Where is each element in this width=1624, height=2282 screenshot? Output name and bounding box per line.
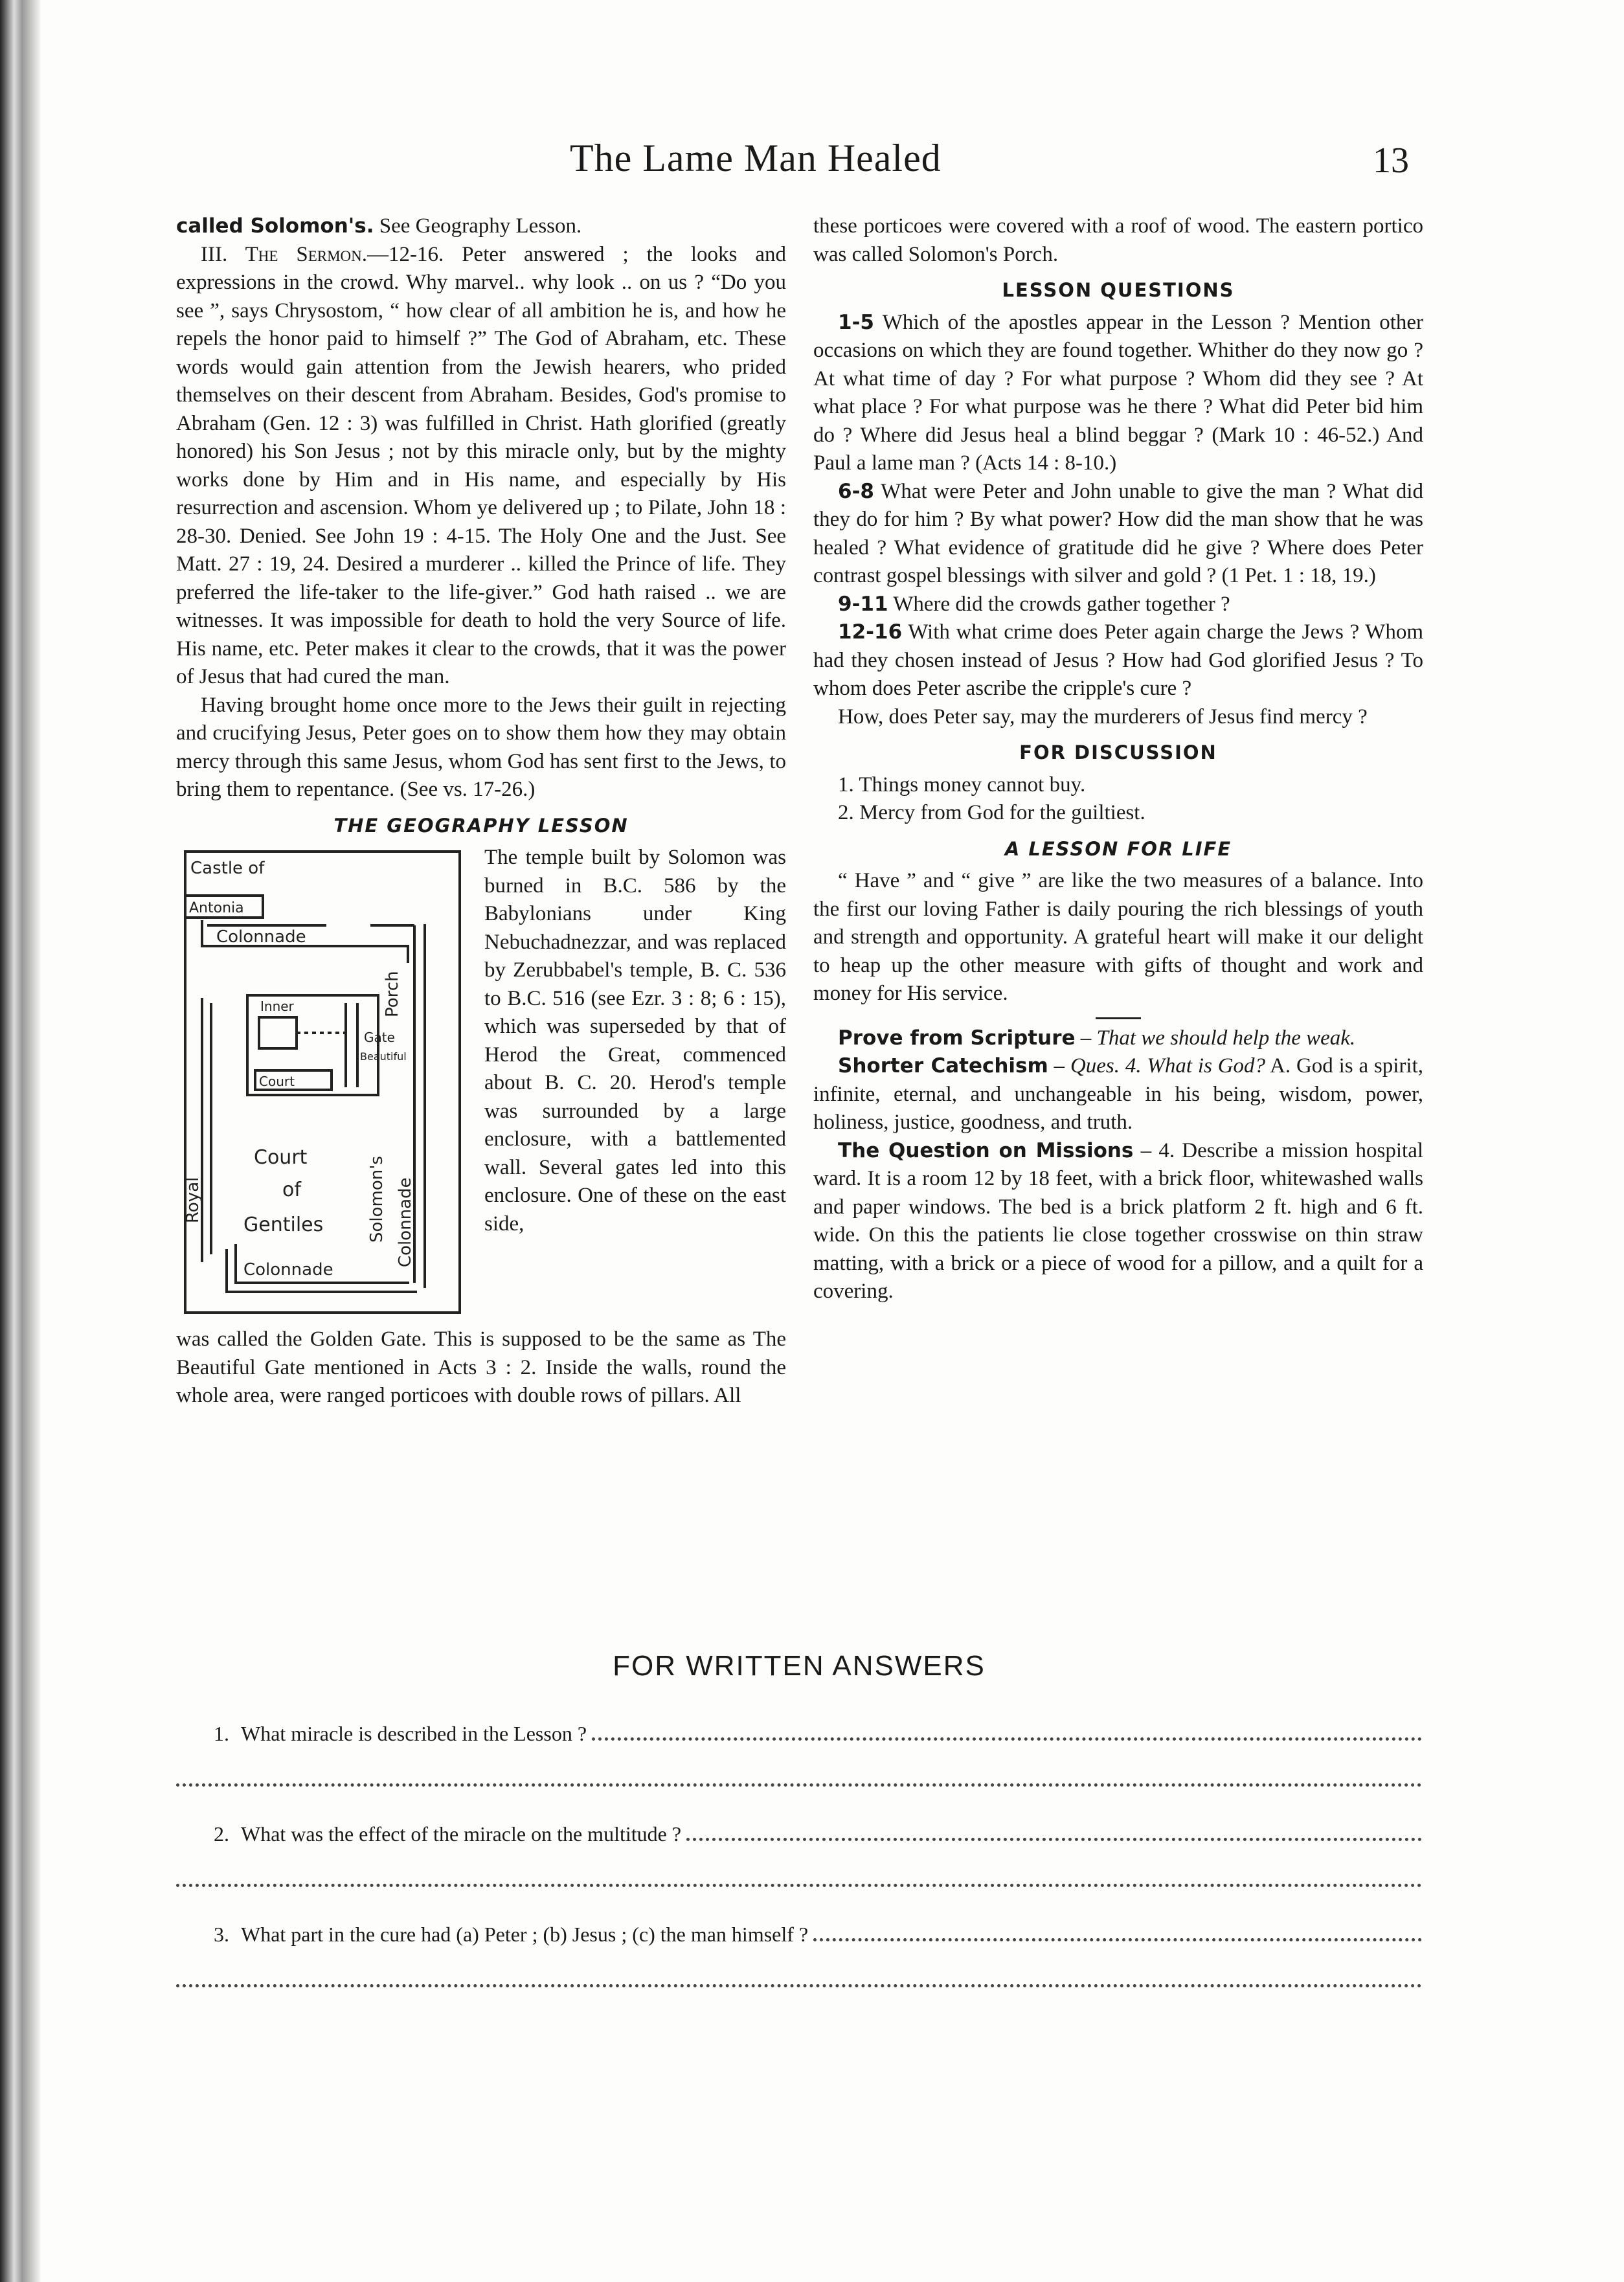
question-text-3: Where did the crowds gather together ? [888, 592, 1230, 616]
written-question-text: What was the effect of the miracle on the multitude ? [241, 1822, 682, 1846]
question-text-1: Which of the apostles appear in the Lesson ? Mention other occasions on which they are found together. Whither do they now go ? At what time of day ? For what purpose ? Whom did they see ? At what place ? For what purpose was he there ? What did Peter bid him do ? Where did Jesus heal a blind beggar ? (Mark 10 : 46-52.) And Paul a lame man ? (Acts 14 : 8-10.) [813, 310, 1423, 475]
answer-line[interactable] [686, 1838, 1422, 1841]
question-block-5: How, does Peter say, may the murderers of Jesus find mercy ? [838, 705, 1368, 729]
map-colonnade-west [202, 998, 211, 1262]
section-divider [1096, 1017, 1141, 1019]
page-binding-edge [0, 0, 40, 2282]
geography-text: The temple built by Solomon was burned in B.C. 586 by the Babylonians under King Nebuchadnezzar, and was replaced by Zerubbabel's temple, B. C. 536 to B.C. 516 (see Ezr. 3 : 8; 6 : 15), which was superseded by that of Herod the Great, commenced about B. C. 20. Herod's temple was surrounded by a large enclosure, with a battlemented wall. Several gates led into this enclosure. One of these on the east side, [484, 846, 786, 1236]
lesson-questions-heading: LESSON QUESTIONS [1002, 279, 1235, 301]
right-column [813, 212, 1423, 1306]
missions-label: The Question on Missions [838, 1138, 1134, 1162]
map-colonnade-east [414, 924, 425, 1288]
catechism-label: Shorter Catechism [838, 1054, 1048, 1078]
question-ref-1: 1-5 [838, 310, 875, 334]
map-label-castle: Castle of [190, 859, 265, 878]
map-label-colonnade-top: Colonnade [216, 927, 306, 947]
temple-map [176, 848, 468, 1319]
map-gate-posts [346, 1003, 357, 1087]
map-label-of: of [282, 1179, 301, 1201]
map-label-colonnade-east: Colonnade [396, 1177, 415, 1267]
map-label-gentiles: Gentiles [243, 1214, 324, 1236]
written-answers-title: FOR WRITTEN ANSWERS [613, 1650, 986, 1682]
prove-label: Prove from Scripture [838, 1026, 1076, 1050]
sermon-label: III. The Sermon.—12-16. [201, 242, 444, 266]
missions-num: 4. [1158, 1138, 1175, 1162]
written-question-number: 2. [214, 1822, 229, 1846]
written-question-1 [176, 1700, 1422, 1746]
map-label-inner: Inner [260, 999, 294, 1014]
summary-paragraph: Having brought home once more to the Jews their guilt in rejecting and crucifying Jesus, Peter goes on to show them how they may obtain mercy through this same Jesus, whom God has sent first to the Jews, to bring them to repentance. (See vs. 17-26.) [176, 693, 786, 801]
left-column [176, 212, 786, 1459]
answer-line[interactable] [176, 1984, 1422, 1987]
sermon-paragraph [176, 241, 786, 692]
map-label-porch: Porch [383, 971, 402, 1017]
porticoes-paragraph: these porticoes were covered with a roof of wood. The eastern portico was called Solomon's Porch. [813, 214, 1423, 266]
geography-heading: THE GEOGRAPHY LESSON [333, 814, 629, 837]
answer-line[interactable] [176, 1783, 1422, 1787]
question-text-2: What were Peter and John unable to give the man ? What did they do for him ? By what power? How did the man show that he was healed ? What evidence of gratitude did he give ? Where does Peter contrast gospel blessings with silver and gold ? (1 Pet. 1 : 18, 19.) [813, 479, 1423, 587]
missions-question: The Question on Missions – 4. Describe a mission hospital ward. It is a room 12 by 18 feet, with a brick floor, whitewashed walls and paper windows. The bed is a brick platform 2 ft. high and 6 ft. wide. On this the patients lie close together crosswise on thin straw matting, with a brick or a piece of wood for a pillow, and a quilt for a covering. [813, 1138, 1424, 1303]
sermon-body: Peter answered ; the looks and expressions in the crowd. Why marvel.. why look .. on us ? “Do you see ”, says Chrysostom, “ how clear of all ambition he is, and how he repels the honor paid to himself ?” The God of Abraham, etc. These words would gain attention from the Jewish hearers, who prided themselves on their descent from Abraham. Besides, God's promise to Abraham (Gen. 12 : 3) was fulfilled in Christ. Hath glorified (greatly honored) his Son Jesus ; not by this miracle only, but by the mighty works done by Him and in His name, and especially by His resurrection and ascension. Whom ye delivered up ; to Pilate, John 18 : 28-30. Denied. See John 19 : 4-15. The Holy One and the Just. See Matt. 27 : 19, 24. Desired a murderer .. killed the Prince of life. They preferred the life-taker to the life-giver.” God hath raised .. we are witnesses. It was impossible for death to hold the very Source of life. His name, etc. Peter makes it clear to the crowds, that it was the power of Jesus that had cured the man. [176, 242, 786, 688]
map-label-solomons: Solomon's [367, 1156, 387, 1243]
answer-line[interactable] [176, 1884, 1422, 1887]
written-answers-section [176, 1650, 1422, 1998]
map-enclosure-wall [185, 852, 460, 1313]
map-label-antonia: Antonia [189, 900, 244, 916]
running-head [0, 136, 1624, 194]
discussion-heading: FOR DISCUSSION [1019, 741, 1217, 763]
left-intro-text: See Geography Lesson. [374, 214, 582, 238]
written-question-2 [176, 1801, 1422, 1846]
written-question-number: 3. [214, 1923, 229, 1946]
written-question-text: What miracle is described in the Lesson ? [241, 1722, 587, 1745]
shorter-catechism: Shorter Catechism – Ques. 4. What is God? A. God is a spirit, infinite, eternal, and unchangeable in his being, wisdom, power, holiness, justice, goodness, and truth. [813, 1054, 1423, 1134]
prove-from-scripture: Prove from Scripture – That we should help the weak. [838, 1026, 1356, 1050]
term-solomons: called Solomon's. [176, 214, 374, 238]
question-block-3 [813, 591, 1423, 619]
discussion-item-2: 2. Mercy from God for the guiltiest. [838, 801, 1145, 824]
map-label-royal: Royal [183, 1177, 203, 1223]
prove-text: That we should help the weak. [1096, 1026, 1356, 1050]
map-label-beautiful: Beautiful [360, 1050, 407, 1063]
geography-text-continued: was called the Golden Gate. This is supposed to be the same as The Beautiful Gate mentioned in Acts 3 : 2. Inside the walls, round the whole area, were ranged porticoes with double rows of pillars. All [176, 1327, 786, 1407]
discussion-item-1: 1. Things money cannot buy. [838, 773, 1086, 796]
page-number: 13 [1373, 141, 1409, 181]
written-question-text: What part in the cure had (a) Peter ; (b) Jesus ; (c) the man himself ? [241, 1923, 809, 1946]
question-block-4 [813, 618, 1423, 703]
written-question-number: 1. [214, 1722, 229, 1745]
map-label-colonnade-bottom: Colonnade [243, 1260, 333, 1280]
map-label-court-small: Court [259, 1074, 295, 1089]
geography-section [176, 844, 786, 1459]
question-ref-4: 12-16 [838, 620, 903, 644]
answer-line[interactable] [592, 1737, 1422, 1741]
lesson-for-life-heading: A LESSON FOR LIFE [1004, 837, 1232, 860]
map-label-court: Court [254, 1146, 308, 1169]
question-text-4: With what crime does Peter again charge the Jews ? Whom had they chosen instead of Jesus ? How had God glorified Jesus ? To whom does Peter ascribe the cripple's cure ? [813, 620, 1423, 700]
map-label-gate: Gate [364, 1030, 395, 1045]
catechism-ques: Ques. 4. [1070, 1054, 1142, 1078]
page-title: The Lame Man Healed [570, 137, 942, 179]
catechism-question: What is God? [1147, 1054, 1266, 1078]
left-intro [176, 212, 786, 241]
question-block-2 [813, 478, 1423, 591]
written-question-3 [176, 1901, 1422, 1947]
answer-line[interactable] [813, 1938, 1422, 1941]
question-ref-3: 9-11 [838, 592, 888, 616]
question-ref-2: 6-8 [838, 479, 875, 503]
question-block-1 [813, 309, 1423, 478]
map-sanctuary [259, 1017, 297, 1048]
catechism-answer: A. God is a spirit, infinite, eternal, and unchangeable in his being, wisdom, power, holiness, justice, goodness, and truth. [813, 1054, 1423, 1134]
lesson-for-life-text: “ Have ” and “ give ” are like the two measures of a balance. Into the first our loving Father is daily pouring the rich blessings of youth and strength and opportunity. A grateful heart will make it our delight to heap up the other measure with gifts of thought and work and money for His service. [813, 869, 1423, 1005]
missions-text: Describe a mission hospital ward. It is a room 12 by 18 feet, with a brick floor, whitewashed walls and paper windows. The bed is a brick platform 2 ft. high and 6 ft. wide. On this the patients lie close together crosswise on thin straw matting, with a brick or a piece of wood for a pillow, and a quilt for a covering. [813, 1138, 1424, 1303]
